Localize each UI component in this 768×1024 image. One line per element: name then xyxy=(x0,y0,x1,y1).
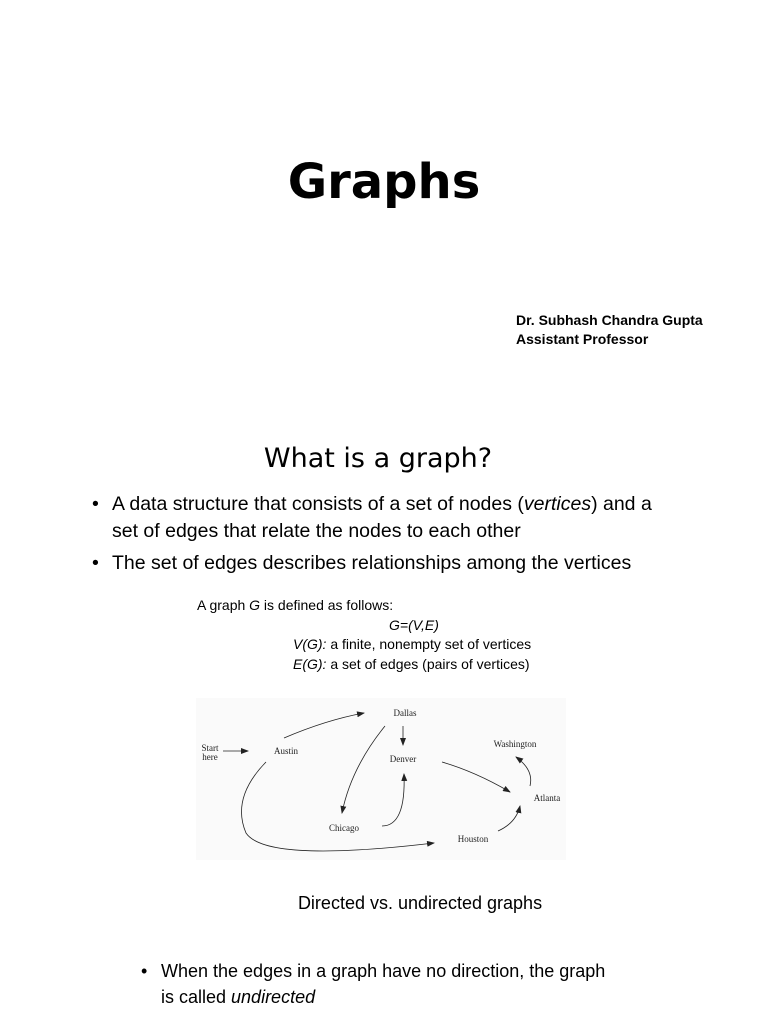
section-title: Directed vs. undirected graphs xyxy=(297,893,543,913)
bullet-text: A data structure that consists of a set of nodes ( xyxy=(112,493,524,515)
bullet-text: When the edges in a graph have no direction, the graph is called xyxy=(161,961,606,1007)
bullet-item xyxy=(141,958,611,1010)
node-label-start: Start xyxy=(201,743,219,753)
bullet-list xyxy=(141,958,611,1010)
node-label-dallas: Dallas xyxy=(393,708,417,718)
page-title: Graphs xyxy=(287,154,481,210)
definition-vertices xyxy=(293,635,531,655)
definition-symbol: V(G): xyxy=(293,636,327,652)
definition-symbol: E(G): xyxy=(293,655,327,672)
node-label-denver: Denver xyxy=(389,754,417,764)
node-label-atlanta: Atlanta xyxy=(533,793,561,803)
definition-text: A graph xyxy=(197,597,250,613)
bullet-text: The set of edges describes relationships among the vertices xyxy=(112,552,632,574)
node-label-washington: Washington xyxy=(493,739,537,749)
author-role: Assistant Professor xyxy=(516,331,649,347)
node-label-austin: Austin xyxy=(273,746,299,756)
bullet-text: ) and a set of edges that relate the nodes to each other xyxy=(112,493,652,542)
node-label-here: here xyxy=(202,752,218,762)
definition-edges xyxy=(293,655,530,675)
definition-text: is defined as follows: xyxy=(260,597,394,613)
definition-text: a finite, nonempty set of vertices xyxy=(326,636,532,652)
section-title: What is a graph? xyxy=(263,443,493,474)
node-label-chicago: Chicago xyxy=(329,823,359,833)
bullet-emphasis: vertices xyxy=(523,493,592,515)
graph-diagram xyxy=(196,698,566,860)
author-name: Dr. Subhash Chandra Gupta xyxy=(516,312,703,328)
bullet-item xyxy=(92,491,672,545)
definition-equation xyxy=(389,616,439,636)
author-block xyxy=(516,311,703,349)
diagram-background xyxy=(196,698,566,860)
bullet-list xyxy=(92,491,672,582)
definition-intro xyxy=(197,596,393,616)
node-label-houston: Houston xyxy=(457,834,489,844)
equation-text: G=(V,E) xyxy=(389,616,439,633)
definition-text: a set of edges (pairs of vertices) xyxy=(326,655,530,672)
bullet-item xyxy=(92,550,672,577)
bullet-emphasis: undirected xyxy=(231,987,316,1007)
definition-symbol: G xyxy=(249,597,261,613)
